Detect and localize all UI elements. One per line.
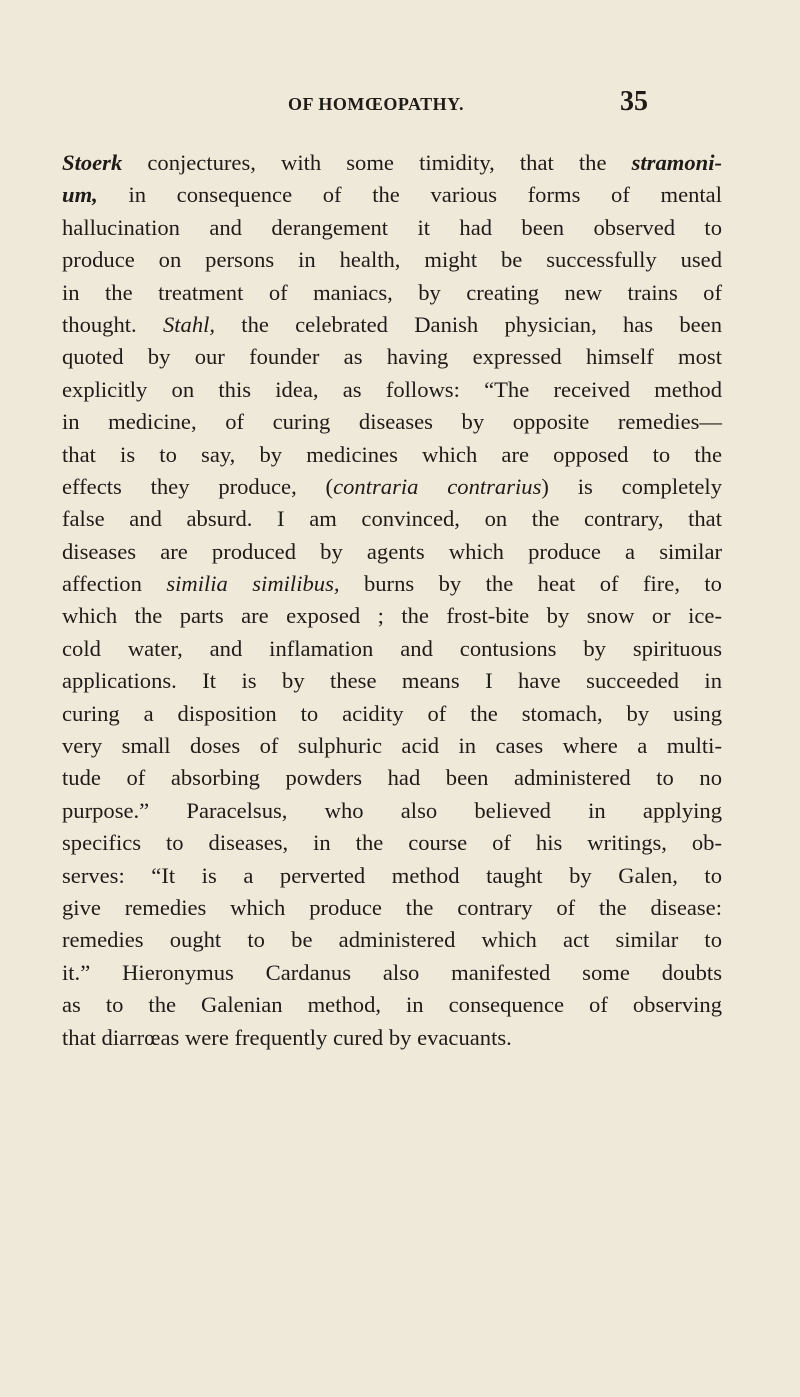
text-segment: in consequence of the various forms of mental <box>97 182 722 208</box>
text-segment: explicitly on this idea, as follows: “The received method <box>62 376 722 402</box>
text-segment: burns by the heat of fire, to <box>339 571 722 597</box>
text-line <box>62 439 722 471</box>
text-line <box>62 600 722 632</box>
emphasis-text: contraria contrarius <box>333 473 542 499</box>
emphasis-text: similia similibus, <box>166 571 340 597</box>
text-line <box>62 147 722 179</box>
text-line <box>62 471 722 503</box>
text-line <box>62 957 722 989</box>
emphasis-text: Stoerk <box>62 150 123 175</box>
text-segment: as to the Galenian method, in consequence of observing <box>62 992 722 1018</box>
running-head <box>0 86 800 126</box>
text-segment: that is to say, by medicines which are opposed to the <box>62 441 722 467</box>
text-segment: effects they produce, ( <box>62 473 334 499</box>
text-segment: ) is completely <box>541 473 723 499</box>
text-line <box>62 1022 722 1054</box>
text-segment: thought. <box>62 311 163 337</box>
text-line <box>62 568 722 600</box>
text-segment: quoted by our founder as having expressed himself most <box>62 344 722 370</box>
text-line <box>62 277 722 309</box>
text-segment: affection <box>62 571 167 597</box>
text-line <box>62 309 722 341</box>
text-segment: the celebrated Danish physician, has been <box>215 311 722 337</box>
text-line <box>62 503 722 535</box>
text-line <box>62 665 722 697</box>
text-segment: it.” Hieronymus Cardanus also manifested some doubts <box>62 959 722 985</box>
page-number: 35 <box>620 86 648 117</box>
text-segment: serves: “It is a perverted method taught by Galen, to <box>62 862 722 888</box>
text-line <box>62 536 722 568</box>
text-line <box>62 406 722 438</box>
text-segment: false and absurd. I am convinced, on the contrary, that <box>62 506 722 532</box>
text-line <box>62 892 722 924</box>
text-line <box>62 179 722 211</box>
text-line <box>62 924 722 956</box>
text-line <box>62 762 722 794</box>
emphasis-text: stramoni- <box>631 150 722 175</box>
text-line <box>62 730 722 762</box>
body-paragraph <box>62 147 722 1054</box>
text-segment: applications. It is by these means I have succeeded in <box>62 668 722 694</box>
text-segment: hallucination and derangement it had been observed to <box>62 214 722 240</box>
text-line <box>62 795 722 827</box>
text-segment: that diarrœas were frequently cured by evacuants. <box>62 1024 512 1050</box>
text-line <box>62 827 722 859</box>
text-segment: give remedies which produce the contrary of the disease: <box>62 894 722 920</box>
text-line <box>62 341 722 373</box>
text-segment: specifics to diseases, in the course of his writings, ob- <box>62 830 722 856</box>
text-line <box>62 860 722 892</box>
text-segment: cold water, and inflamation and contusions by spirituous <box>62 635 722 661</box>
text-segment: in the treatment of maniacs, by creating new trains of <box>62 279 722 305</box>
emphasis-text: um, <box>62 182 98 208</box>
text-line <box>62 989 722 1021</box>
text-line <box>62 698 722 730</box>
text-segment: curing a disposition to acidity of the stomach, by using <box>62 700 722 726</box>
text-segment: tude of absorbing powders had been administered to no <box>62 765 722 791</box>
text-line <box>62 244 722 276</box>
text-segment: produce on persons in health, might be successfully used <box>62 247 722 273</box>
text-segment: in medicine, of curing diseases by opposite remedies— <box>62 409 722 435</box>
text-line <box>62 633 722 665</box>
text-segment: diseases are produced by agents which produce a similar <box>62 538 722 564</box>
text-segment: purpose.” Paracelsus, who also believed in applying <box>62 797 722 823</box>
text-segment: which the parts are exposed ; the frost-bite by snow or ice- <box>62 603 722 629</box>
emphasis-text: Stahl, <box>162 311 216 337</box>
text-line <box>62 374 722 406</box>
text-segment: conjectures, with some timidity, that the <box>122 150 632 175</box>
text-segment: very small doses of sulphuric acid in cases where a multi- <box>62 733 722 759</box>
text-line <box>62 212 722 244</box>
text-segment: remedies ought to be administered which act similar to <box>62 927 722 953</box>
running-head-title: OF HOMŒOPATHY. <box>288 94 464 114</box>
